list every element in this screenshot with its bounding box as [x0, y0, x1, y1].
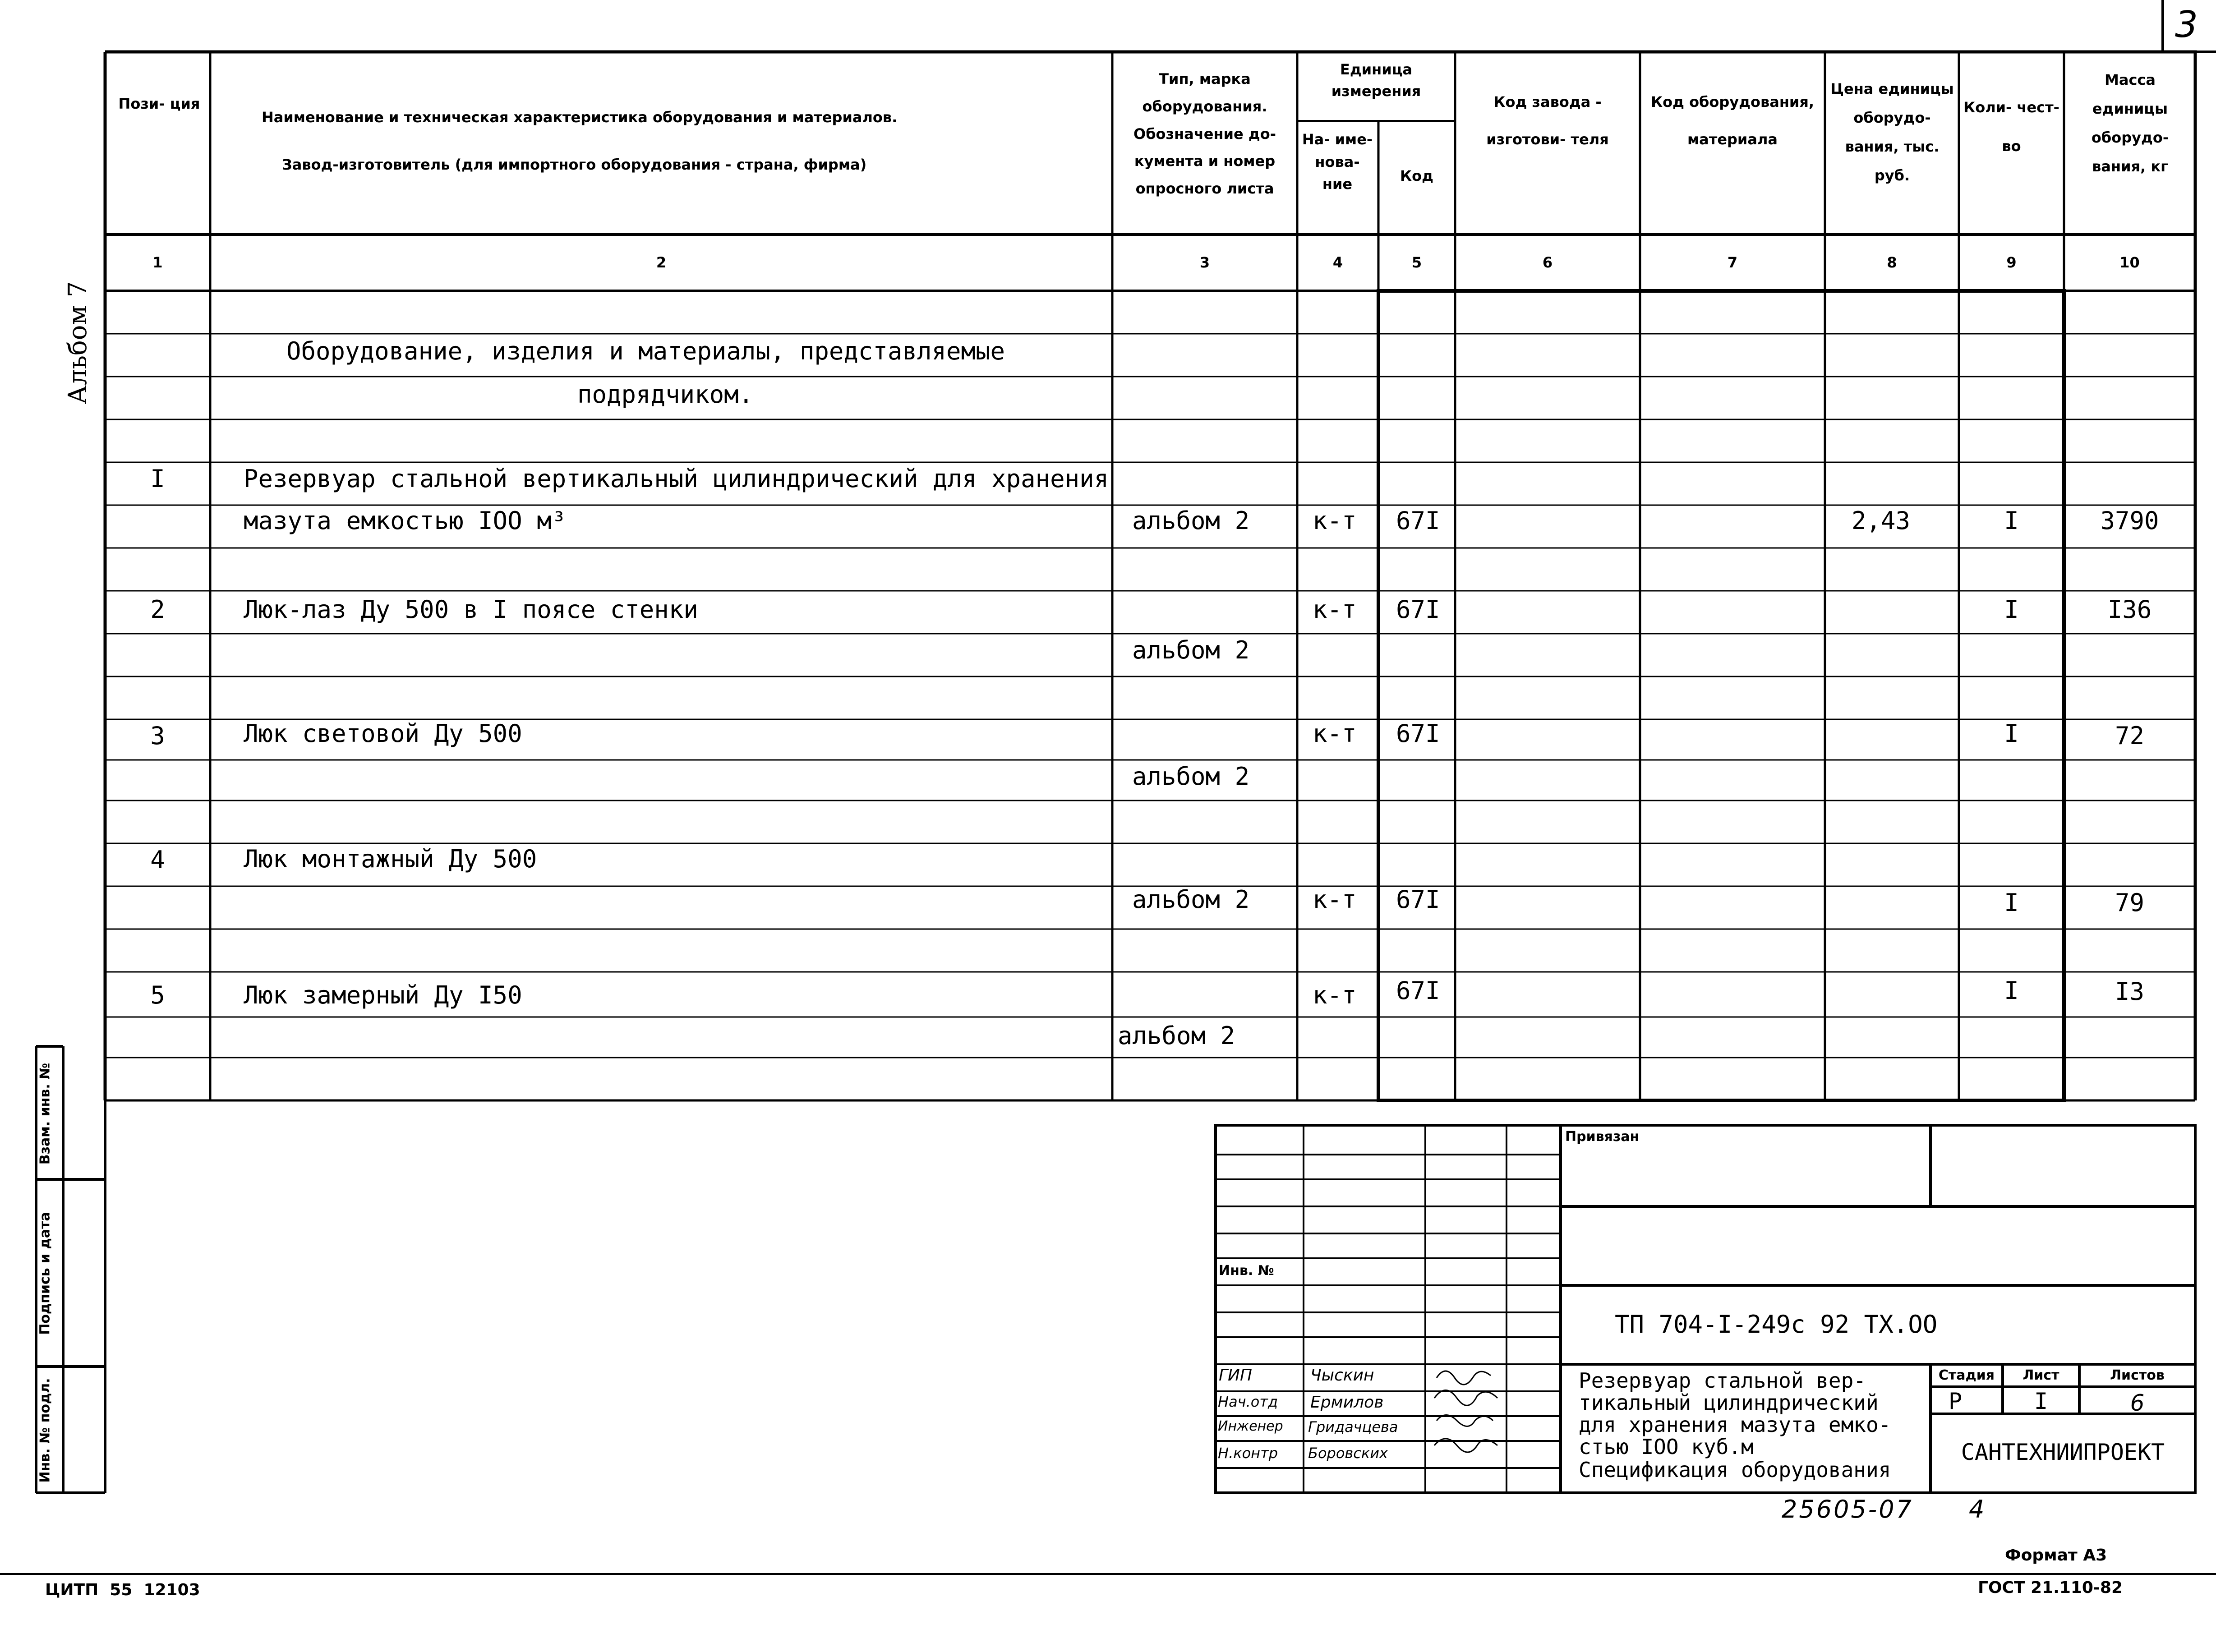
inventory-stamp: 25605-07	[1782, 1495, 1913, 1523]
item-unit-code: 67I	[1396, 885, 1440, 914]
header-quantity: Коли- чест- во	[1963, 99, 2059, 155]
signer-name: Боровских	[1308, 1445, 1388, 1462]
signer-role: Нач.отд	[1218, 1393, 1278, 1410]
item-unit: к-т	[1313, 981, 1357, 1009]
col-number: 10	[2119, 254, 2140, 271]
header-unit-name: На- име- нова- ние	[1302, 131, 1373, 193]
signer-name: Чыскин	[1310, 1366, 1374, 1385]
col-number: 7	[1727, 254, 1738, 271]
col-number: 5	[1411, 254, 1422, 271]
album-label: Альбом 7	[63, 281, 92, 405]
section-title-line1: Оборудование, изделия и материалы, представляемые	[286, 337, 1005, 365]
col-number: 1	[152, 254, 163, 271]
item-document: альбом 2	[1132, 636, 1250, 664]
title-designation: ТП 704-I-249с 92 ТХ.ОО	[1615, 1310, 1938, 1339]
title-stage-label: Стадия	[1938, 1367, 1995, 1383]
section-title-line2: подрядчиком.	[577, 380, 754, 409]
col-number: 2	[656, 254, 667, 271]
item-unit: к-т	[1313, 719, 1357, 748]
item-unit: к-т	[1313, 506, 1357, 535]
inventory-stamp-suffix: 4	[1969, 1495, 1985, 1523]
item-quantity: I	[2004, 506, 2019, 535]
header-mass: Масса единицы оборудо- вания, кг	[2091, 71, 2169, 175]
title-privyazan: Привязан	[1565, 1129, 1640, 1145]
col-number: 6	[1542, 254, 1553, 271]
item-price: 2,43	[1852, 506, 1911, 535]
header-position: Пози- ция	[118, 95, 200, 112]
item-quantity: I	[2004, 595, 2019, 624]
signer-role: ГИП	[1219, 1366, 1253, 1385]
header-price: Цена единицы оборудо- вания, тыс. руб.	[1830, 80, 1954, 184]
sheet-corner-number: 3	[2175, 4, 2198, 46]
item-document: альбом 2	[1132, 885, 1250, 914]
signer-role: Инженер	[1218, 1418, 1283, 1434]
item-name: Люк-лаз Ду 500 в I поясе стенки	[244, 595, 698, 624]
item-name: Люк замерный Ду I50	[244, 981, 522, 1009]
printer-label: ЦИТП 55 12103	[45, 1581, 200, 1599]
signer-name: Ермилов	[1310, 1393, 1384, 1412]
item-mass: 3790	[2100, 506, 2159, 535]
item-position: I	[150, 465, 165, 493]
item-mass: I36	[2107, 595, 2152, 624]
title-sheet-label: Лист	[2023, 1367, 2059, 1383]
item-document: альбом 2	[1132, 762, 1250, 791]
standard-label: ГОСТ 21.110-82	[1978, 1578, 2123, 1597]
item-position: 3	[150, 722, 165, 750]
item-position: 2	[150, 595, 165, 624]
title-inv-no: Инв. №	[1219, 1263, 1274, 1279]
signer-role: Н.контр	[1218, 1445, 1278, 1462]
title-stage: Р	[1949, 1388, 1963, 1414]
header-name-line1: Наименование и техническая характеристика оборудования и материалов.	[262, 109, 898, 126]
title-line3: для хранения мазута емко-	[1579, 1413, 1891, 1437]
item-unit: к-т	[1313, 595, 1357, 624]
title-line2: тикальный цилиндрический	[1579, 1390, 1879, 1415]
item-mass: 79	[2115, 888, 2145, 917]
item-name: Люк монтажный Ду 500	[244, 845, 537, 873]
item-document: альбом 2	[1118, 1022, 1235, 1050]
item-unit-code: 67I	[1396, 506, 1440, 535]
item-unit-code: 67I	[1396, 719, 1440, 748]
header-unit: Единица измерения	[1331, 61, 1421, 100]
title-sheets-label: Листов	[2110, 1367, 2165, 1383]
item-name-continued: мазута емкостью IOO м³	[244, 506, 567, 535]
item-unit-code: 67I	[1396, 595, 1440, 624]
item-quantity: I	[2004, 976, 2019, 1005]
strip-vzam-inv: Взам. инв. №	[37, 1063, 53, 1165]
header-name-line2: Завод-изготовитель (для импортного оборудования - страна, фирма)	[282, 156, 867, 173]
item-mass: 72	[2115, 722, 2145, 750]
col-number: 3	[1199, 254, 1210, 271]
item-name: Резервуар стальной вертикальный цилиндрический для хранения	[244, 465, 1109, 493]
title-line5: Спецификация оборудования	[1579, 1458, 1891, 1482]
header-type: Тип, марка оборудования. Обозначение до- кумента и номер опросного листа	[1133, 70, 1276, 198]
col-number: 9	[2006, 254, 2017, 271]
col-number: 4	[1332, 254, 1343, 271]
col-number: 8	[1887, 254, 1897, 271]
title-line1: Резервуар стальной вер-	[1579, 1368, 1866, 1393]
header-unit-code: Код	[1400, 167, 1433, 184]
format-label: Формат А3	[2005, 1546, 2107, 1565]
item-position: 4	[150, 846, 165, 874]
title-organization: САНТЕХНИИПРОЕКТ	[1961, 1439, 2165, 1465]
item-quantity: I	[2004, 888, 2019, 917]
item-unit-code: 67I	[1396, 976, 1440, 1005]
signer-name: Гридачцева	[1308, 1418, 1398, 1436]
strip-inv-original: Инв. № подл.	[37, 1378, 53, 1483]
item-position: 5	[150, 981, 165, 1009]
item-document: альбом 2	[1132, 506, 1250, 535]
item-name: Люк световой Ду 500	[244, 719, 522, 748]
item-mass: I3	[2115, 977, 2145, 1006]
title-sheets: 6	[2130, 1390, 2145, 1416]
title-line4: стью IOO куб.м	[1579, 1435, 1754, 1459]
header-maker-code: Код завода - изготови- теля	[1486, 93, 1609, 148]
header-equipment-code: Код оборудования, материала	[1650, 93, 1815, 148]
strip-signature-date: Подпись и дата	[37, 1212, 53, 1335]
item-quantity: I	[2004, 719, 2019, 748]
item-unit: к-т	[1313, 885, 1357, 914]
title-sheet: I	[2034, 1388, 2048, 1414]
